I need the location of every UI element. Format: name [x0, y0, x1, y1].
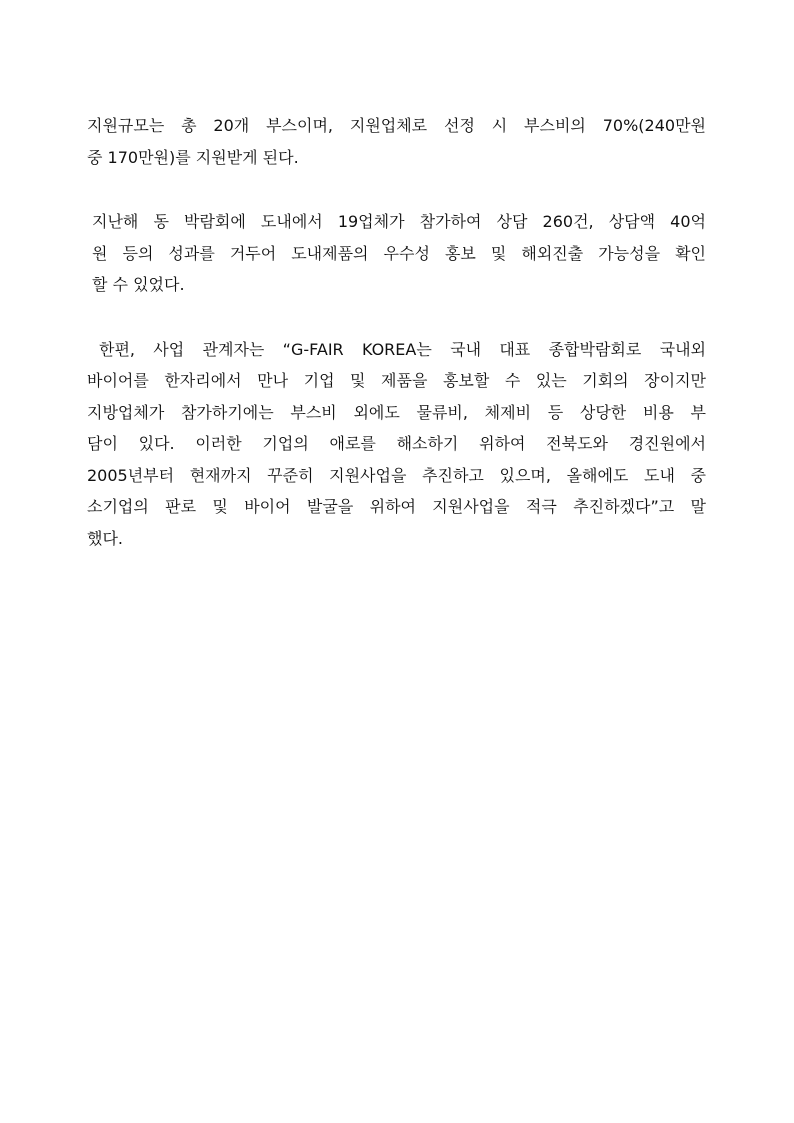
paragraph-line: 원 등의 성과를 거두어 도내제품의 우수성 홍보 및 해외진출 가능성을 확인	[92, 243, 706, 263]
paragraph-line: 지원규모는 총 20개 부스이며, 지원업체로 선정 시 부스비의 70%(240만원	[87, 116, 706, 135]
paragraph-last-year-results	[87, 206, 706, 301]
paragraph-support-scale	[87, 110, 706, 173]
document-body	[87, 110, 706, 554]
paragraph-line: 지난해 동 박람회에 도내에서 19업체가 참가하여 상담 260건, 상담액 40억	[92, 212, 706, 231]
paragraph-line: 지방업체가 참가하기에는 부스비 외에도 물류비, 체제비 등 상당한 비용 부	[87, 402, 706, 422]
paragraph-line: 담이 있다. 이러한 기업의 애로를 해소하기 위하여 전북도와 경진원에서	[87, 434, 706, 453]
paragraph-spacer	[87, 173, 706, 206]
paragraph-line: 중 170만원)를 지원받게 된다.	[87, 147, 299, 167]
paragraph-line: 2005년부터 현재까지 꾸준히 지원사업을 추진하고 있으며, 올해에도 도내 중	[87, 465, 706, 485]
paragraph-line: 소기업의 판로 및 바이어 발굴을 위하여 지원사업을 적극 추진하겠다”고 말	[87, 497, 706, 516]
paragraph-line: 했다.	[87, 528, 123, 548]
paragraph-line: 한편, 사업 관계자는 “G-FAIR KOREA는 국내 대표 종합박람회로 국내외	[99, 339, 706, 359]
paragraph-official-comment	[87, 334, 706, 555]
paragraph-line: 바이어를 한자리에서 만나 기업 및 제품을 홍보할 수 있는 기회의 장이지만	[87, 371, 706, 390]
paragraph-spacer	[87, 301, 706, 334]
paragraph-line: 할 수 있었다.	[92, 275, 185, 294]
